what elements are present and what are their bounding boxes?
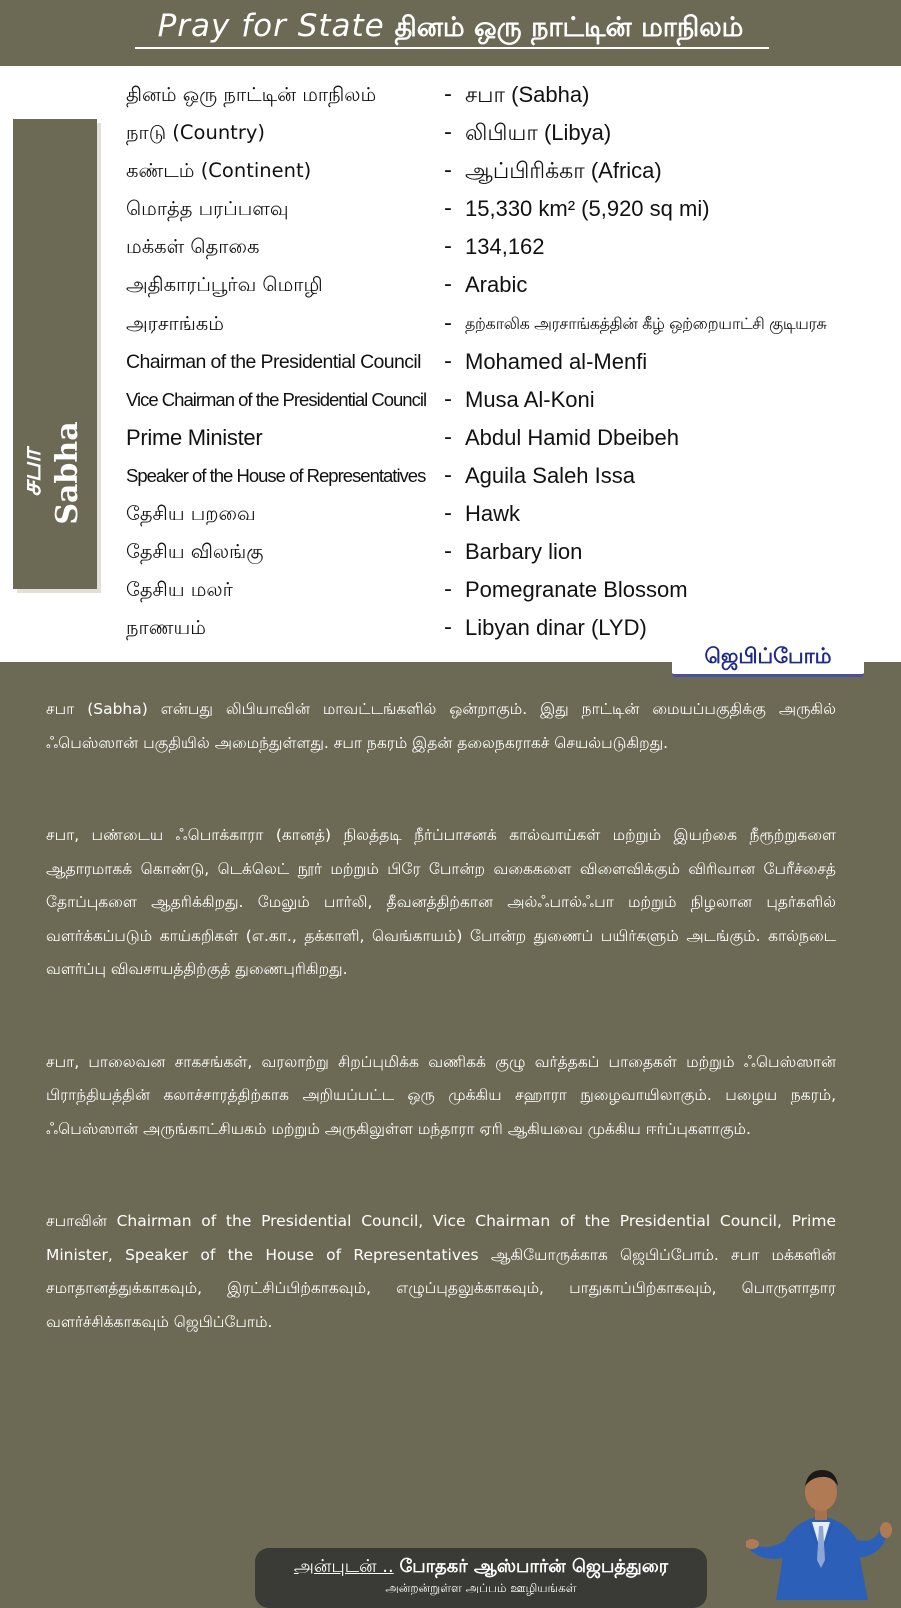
paragraph-prayer: சபாவின் Chairman of the Presidential Council, Vice Chairman of the Presidential Council, Prime Minister, Speaker of the House of Representatives ஆகியோருக்காக ஜெபிப்போம். சபா மக்களின் சமாதானத்துக்காகவும், இரட்சிப்பிற்காகவும், எழுப்புதலுக்காகவும், பாதுகாப்பிற்காகவும், பொருளாதார வளர்ச்சிக்காகவும் ஜெபிப்போம். [46, 1212, 836, 1331]
info-value: தற்காலிக அரசாங்கத்தின் கீழ் ஒற்றையாட்சி குடியரசு [465, 313, 827, 333]
info-value: Arabic [465, 272, 528, 298]
page-title [0, 6, 901, 48]
side-tab [13, 119, 97, 589]
info-value: ஆப்பிரிக்கா (Africa) [465, 158, 662, 184]
info-dash: - [444, 120, 452, 146]
info-dash: - [444, 462, 452, 488]
info-label: கண்டம் (Continent) [126, 159, 312, 183]
info-row-population [126, 228, 896, 266]
info-row-area [126, 190, 896, 228]
info-dash: - [444, 615, 452, 641]
title-underline [135, 47, 769, 49]
paragraph-attractions: சபா, பாலைவன சாகசங்கள், வரலாற்று சிறப்புமிக்க வணிகக் குழு வர்த்தகப் பாதைகள் மற்றும் ஃபெஸ்ஸான் பிராந்தியத்தின் கலாச்சாரத்திற்காக அறியப்பட்ட ஒரு முக்கிய சஹாரா நுழைவாயிலாகும். பழைய நகரம், ஃபெஸ்ஸான் அருங்காட்சியகம் மற்றும் அருகிலுள்ள மந்தாரா ஏரி ஆகியவை முக்கிய ஈர்ப்புகளாகும். [46, 1052, 836, 1138]
info-dash: - [444, 539, 452, 565]
info-row-vice-chairman [126, 381, 896, 419]
footer-signature [255, 1548, 707, 1608]
side-tab-tamil: சபா [17, 449, 47, 497]
info-value: 134,162 [465, 234, 545, 260]
info-label: தேசிய விலங்கு [126, 540, 264, 564]
info-dash: - [444, 424, 452, 450]
side-tab-latin: Sabha [50, 421, 85, 525]
footer-name-line [255, 1554, 707, 1580]
footer-name: போதகர் ஆஸ்பார்ன் ஜெபத்துரை [399, 1556, 669, 1577]
info-dash: - [444, 234, 452, 260]
info-label: அரசாங்கம் [126, 311, 224, 335]
info-dash: - [444, 501, 452, 527]
info-row-prime-minister [126, 419, 896, 457]
info-value: Libyan dinar (LYD) [465, 615, 647, 641]
info-value: Aguila Saleh Issa [465, 462, 635, 488]
content-body [46, 693, 836, 1398]
paragraph-agriculture: சபா, பண்டைய ஃபொக்காரா (கானத்) நிலத்தடி நீர்ப்பாசனக் கால்வாய்கள் மற்றும் இயற்கை நீரூற்றுகளை ஆதாரமாகக் கொண்டு, டெக்லெட் நூர் மற்றும் பிரே போன்ற வகைகளை விளைவிக்கும் விரிவான பேரீச்சைத் தோப்புகளை ஆதரிக்கிறது. மேலும் பார்லி, தீவனத்திற்கான அல்ஃபால்ஃபா மற்றும் நிழலான புதர்களில் வளர்க்கப்படும் காய்கறிகள் (எ.கா., தக்காளி, வெங்காயம்) போன்ற துணைப் பயிர்களும் அடங்கும். கால்நடை வளர்ப்பு விவசாயத்திற்குத் துணைபுரிகிறது. [46, 826, 836, 978]
info-dash: - [444, 577, 452, 603]
info-dash: - [444, 310, 452, 336]
info-row-language [126, 266, 896, 304]
info-row-speaker [126, 457, 896, 495]
title-tamil: தினம் ஒரு நாட்டின் மாநிலம் [394, 12, 744, 43]
info-value: 15,330 km² (5,920 sq mi) [465, 196, 710, 222]
info-dash: - [444, 196, 452, 222]
info-value: லிபியா (Libya) [465, 120, 612, 146]
info-row-continent [126, 152, 896, 190]
title-latin: Pray for State [157, 8, 385, 44]
header-banner [0, 0, 901, 66]
info-dash: - [444, 158, 452, 184]
pray-badge-label: ஜெபிப்போம் [704, 644, 832, 668]
info-row-bird [126, 495, 896, 533]
info-row-country [126, 114, 896, 152]
info-value: Musa Al-Koni [465, 386, 595, 412]
info-value: Barbary lion [465, 539, 583, 565]
info-label: Prime Minister [126, 424, 263, 450]
info-value: Abdul Hamid Dbeibeh [465, 424, 680, 450]
info-label: மக்கள் தொகை [126, 235, 260, 259]
info-label: மொத்த பரப்பளவு [126, 197, 289, 221]
paragraph-intro: சபா (Sabha) என்பது லிபியாவின் மாவட்டங்களில் ஒன்றாகும். இது நாட்டின் மையப்பகுதிக்கு அருகில் ஃபெஸ்ஸான் பகுதியில் அமைந்துள்ளது. சபா நகரம் இதன் தலைநகராகச் செயல்படுகிறது. [46, 700, 836, 752]
info-label: Chairman of the Presidential Council [126, 350, 421, 373]
info-row-government [126, 305, 896, 343]
info-label: தேசிய மலர் [126, 578, 233, 602]
info-label: நாணயம் [126, 616, 206, 640]
pastor-photo [746, 1460, 901, 1600]
info-value: Hawk [465, 501, 521, 527]
info-row-animal [126, 533, 896, 571]
info-value: Pomegranate Blossom [465, 577, 688, 603]
info-row-state [126, 76, 896, 114]
info-row-flower [126, 571, 896, 609]
info-value: சபா (Sabha) [465, 82, 590, 107]
info-value: Mohamed al-Menfi [465, 348, 648, 374]
info-label: நாடு (Country) [126, 121, 265, 145]
info-dash: - [444, 386, 452, 412]
info-label: Speaker of the House of Representatives [126, 464, 426, 486]
info-table [126, 76, 896, 647]
info-dash: - [444, 82, 452, 107]
footer-prefix: அன்புடன் .. [293, 1556, 394, 1577]
info-label: Vice Chairman of the Presidential Council [126, 388, 427, 410]
info-row-chairman [126, 343, 896, 381]
info-dash: - [444, 272, 452, 298]
info-label: தேசிய பறவை [126, 502, 256, 526]
pray-badge [672, 640, 864, 677]
info-dash: - [444, 348, 452, 374]
footer-subtitle: அன்றன்றுள்ள அப்பம் ஊழியங்கள் [385, 1581, 577, 1595]
info-label: தினம் ஒரு நாட்டின் மாநிலம் [126, 83, 377, 106]
side-tab-label [15, 273, 95, 673]
info-label: அதிகாரப்பூர்வ மொழி [126, 273, 323, 297]
